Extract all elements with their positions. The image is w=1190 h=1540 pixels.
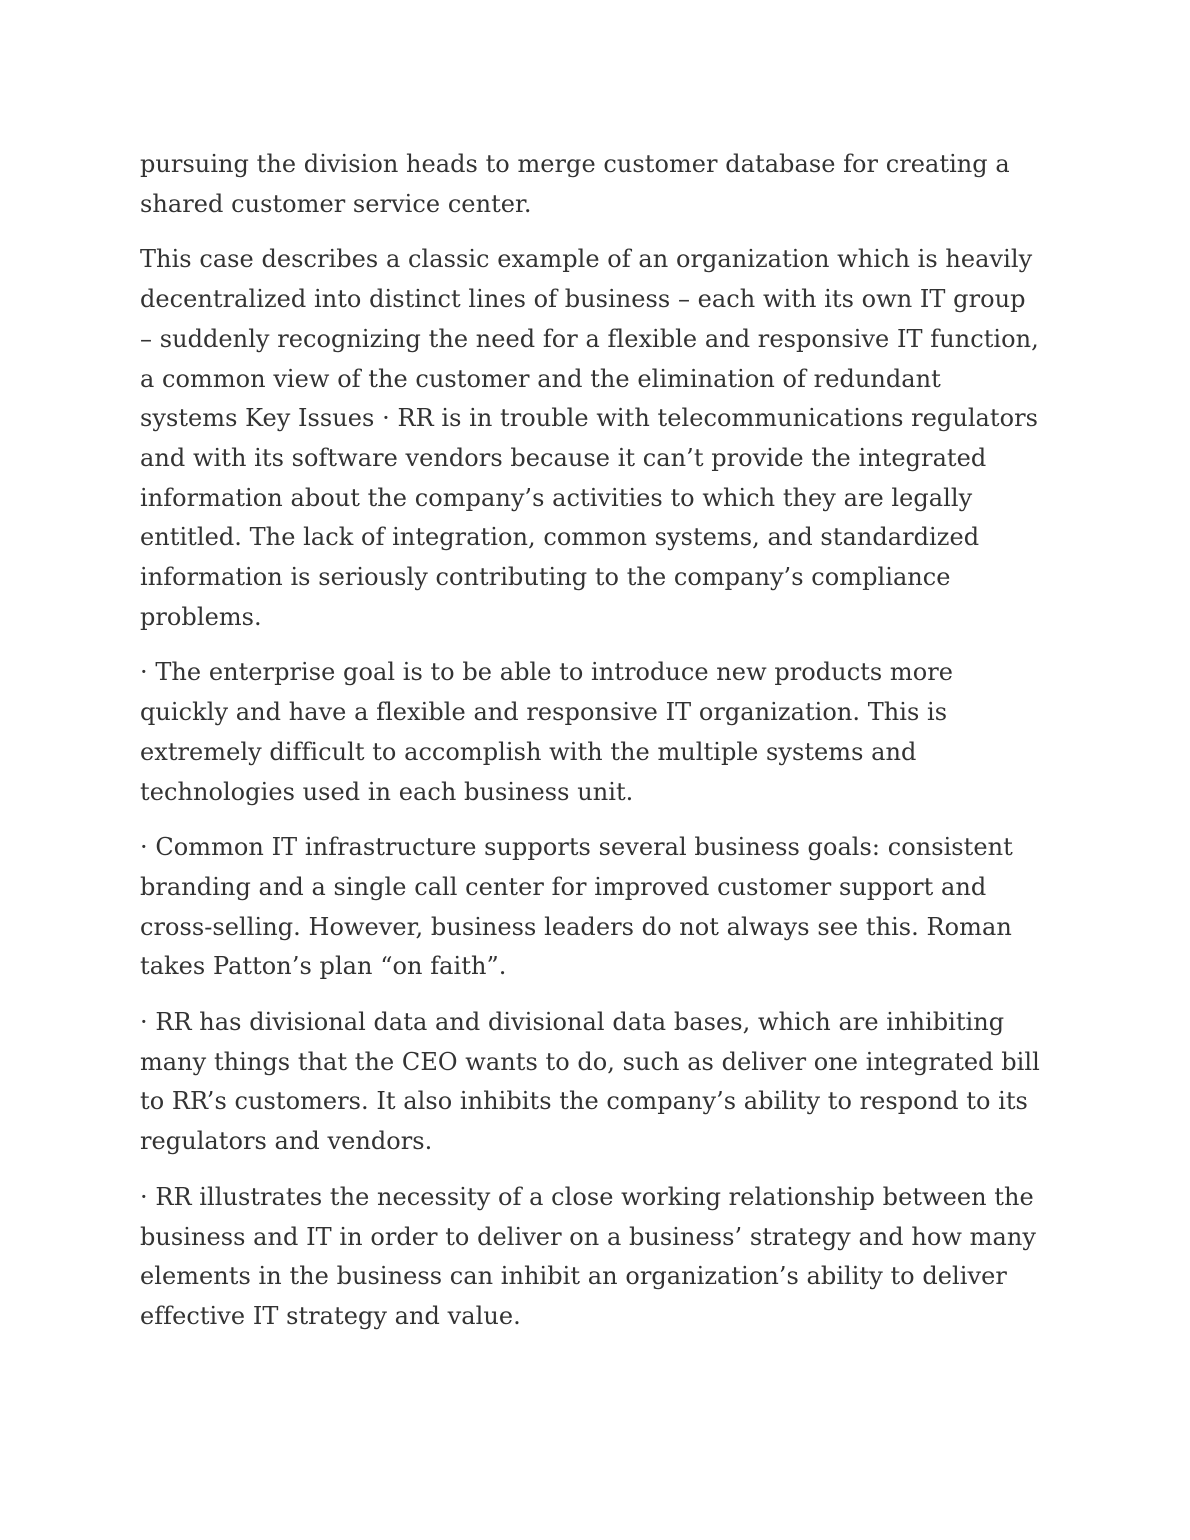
text-line: many things that the CEO wants to do, such as deliver one integrated bill (140, 1047, 1040, 1076)
text-line: · RR illustrates the necessity of a close working relationship between the (140, 1182, 1034, 1211)
text-line: takes Patton’s plan “on faith”. (140, 952, 507, 981)
text-line: information is seriously contributing to the company’s compliance (140, 563, 951, 592)
text-line: This case describes a classic example of an organization which is heavily (140, 245, 1033, 274)
paragraph-5 (140, 1003, 1060, 1162)
text-line: pursuing the division heads to merge customer database for creating a (140, 150, 1010, 178)
text-line: information about the company’s activities to which they are legally (140, 483, 973, 512)
text-line: technologies used in each business unit. (140, 777, 634, 806)
text-line: regulators and vendors. (140, 1127, 433, 1156)
text-line: a common view of the customer and the elimination of redundant (140, 364, 941, 393)
text-line: extremely difficult to accomplish with the multiple systems and (140, 737, 917, 766)
text-line: systems Key Issues · RR is in trouble with telecommunications regulators (140, 404, 1038, 433)
text-line: · RR has divisional data and divisional data bases, which are inhibiting (140, 1008, 1005, 1037)
text-line: branding and a single call center for improved customer support and (140, 872, 987, 901)
paragraph-3 (140, 653, 1060, 812)
text-line: entitled. The lack of integration, common systems, and standardized (140, 523, 980, 552)
paragraph-4 (140, 828, 1060, 987)
text-line: cross-selling. However, business leaders do not always see this. Roman (140, 912, 1012, 941)
paragraph-6 (140, 1178, 1060, 1337)
text-line: and with its software vendors because it can’t provide the integrated (140, 443, 987, 472)
text-line: business and IT in order to deliver on a business’ strategy and how many (140, 1222, 1036, 1251)
text-line: decentralized into distinct lines of business – each with its own IT group (140, 285, 1026, 314)
text-line: – suddenly recognizing the need for a flexible and responsive IT function, (140, 324, 1039, 353)
text-line: shared customer service center. (140, 189, 532, 218)
text-line: · The enterprise goal is to be able to introduce new products more (140, 658, 954, 687)
paragraph-1 (140, 145, 1060, 224)
paragraph-2 (140, 240, 1060, 637)
text-line: effective IT strategy and value. (140, 1301, 521, 1330)
document-body (140, 145, 1060, 1353)
text-line: quickly and have a flexible and responsive IT organization. This is (140, 698, 948, 727)
text-line: to RR’s customers. It also inhibits the company’s ability to respond to its (140, 1087, 1028, 1116)
text-line: elements in the business can inhibit an organization’s ability to deliver (140, 1262, 1007, 1291)
text-line: problems. (140, 602, 262, 631)
text-line: · Common IT infrastructure supports several business goals: consistent (140, 833, 1013, 862)
